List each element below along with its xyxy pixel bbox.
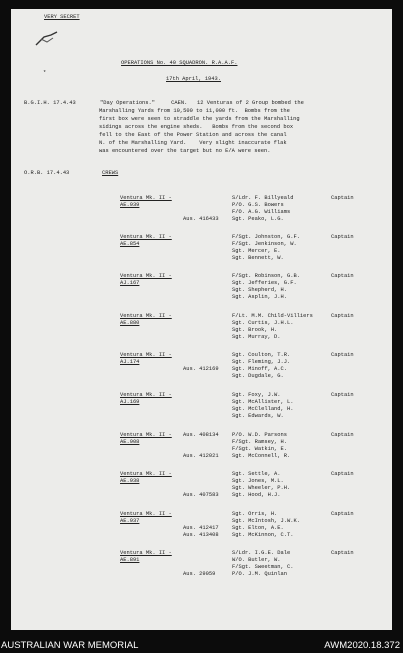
crew-member-name: Sgt. Asplin, J.H. (232, 294, 287, 300)
paragraph-line: first box were seen to straddle the yards from the Marshalling (99, 116, 300, 122)
service-number: Aus. 413408 (183, 532, 219, 538)
crew-member-name: Sgt. Minoff, A.C. (232, 366, 287, 372)
paragraph-line: fell to the East of the Power Station and across the canal (99, 132, 287, 138)
crew-member-name: Sgt. Hood, H.J. (232, 492, 281, 498)
section-ref: B.G.I.H. 17.4.43 (24, 100, 76, 106)
crew-member-name: F/Sgt. Ramsey, H. (232, 439, 287, 445)
crew-member-name: S/Ldr. I.G.E. Dale (232, 550, 291, 556)
crews-heading: CREWS (102, 170, 119, 176)
paragraph-line: "Day Operations." CAEN. 12 Venturas of 2 Group bombed the (100, 100, 304, 106)
captain-label: Captain (331, 550, 354, 556)
pencil-mark: * (43, 70, 47, 76)
classification-label: VERY SECRET (44, 14, 80, 20)
service-number: Aus. 408134 (183, 432, 219, 438)
aircraft-type: Ventura Mk. II - (120, 392, 172, 398)
crew-member-name: Sgt. Edwards, W. (232, 413, 284, 419)
paragraph-line: sidings across the engine sheds. Bombs from the second box (99, 124, 294, 130)
aircraft-type: Ventura Mk. II - (120, 273, 172, 279)
crew-member-name: Sgt. Curtis, J.H.L. (232, 320, 294, 326)
crew-member-name: P/O. J.M. Quinlan (232, 571, 287, 577)
paragraph-line: was encountered over the target but no E/A were seen. (99, 148, 271, 154)
aircraft-serial: AE.854 (120, 241, 140, 247)
crew-member-name: Sgt. McIntosh, J.W.K. (232, 518, 300, 524)
service-number: Aus. 412169 (183, 366, 219, 372)
crew-member-name: Sgt. Shepherd, H. (232, 287, 287, 293)
crew-member-name: Sgt. McAllister, L. (232, 399, 294, 405)
crew-member-name: Sgt. Jones, M.L. (232, 478, 284, 484)
captain-label: Captain (331, 195, 354, 201)
aircraft-serial: AJ.167 (120, 280, 140, 286)
crew-member-name: F/O. A.G. Williams (232, 209, 291, 215)
aircraft-serial: AE.880 (120, 320, 140, 326)
captain-label: Captain (331, 352, 354, 358)
aircraft-type: Ventura Mk. II - (120, 550, 172, 556)
crew-member-name: Sgt. Coulton, T.R. (232, 352, 291, 358)
paper-mark-icon (31, 27, 61, 49)
aircraft-type: Ventura Mk. II - (120, 471, 172, 477)
document-date: 17th April, 1943. (166, 76, 221, 82)
captain-label: Captain (331, 432, 354, 438)
crew-member-name: Sgt. Fleming, J.J. (232, 359, 291, 365)
paragraph-line: N. of the Marshalling Yard. Very slight inaccurate flak (99, 140, 287, 146)
captain-label: Captain (331, 273, 354, 279)
section-ref: O.R.B. 17.4.43 (24, 170, 70, 176)
crew-member-name: S/Ldr. F. Billyeald (232, 195, 294, 201)
aircraft-type: Ventura Mk. II - (120, 511, 172, 517)
aircraft-type: Ventura Mk. II - (120, 313, 172, 319)
captain-label: Captain (331, 511, 354, 517)
aircraft-serial: AE.937 (120, 518, 140, 524)
crew-member-name: P/O. G.S. Bowers (232, 202, 284, 208)
crew-member-name: F/Sgt. Robinson, G.B. (232, 273, 300, 279)
crew-member-name: Sgt. McConnell, R. (232, 453, 291, 459)
aircraft-serial: AE.938 (120, 478, 140, 484)
crew-member-name: F/Sgt. Johnston, G.F. (232, 234, 300, 240)
crew-member-name: Sgt. McClelland, H. (232, 406, 294, 412)
crew-member-name: Sgt. Orris, H. (232, 511, 278, 517)
footer-accession-number: AWM2020.18.372 (324, 640, 400, 651)
crew-member-name: Sgt. Dugdale, G. (232, 373, 284, 379)
aircraft-type: Ventura Mk. II - (120, 432, 172, 438)
crew-member-name: Sgt. Brook, H. (232, 327, 278, 333)
crew-member-name: Sgt. Settle, A. (232, 471, 281, 477)
crew-member-name: P/O. W.D. Parsons (232, 432, 287, 438)
captain-label: Captain (331, 313, 354, 319)
paragraph-line: Marshalling Yards from 10,500 to 11,000 ft. Bombs from the (99, 108, 290, 114)
service-number: Aus. 29059 (183, 571, 216, 577)
captain-label: Captain (331, 392, 354, 398)
service-number: Aus. 416433 (183, 216, 219, 222)
crew-member-name: Sgt. Bennett, W. (232, 255, 284, 261)
crew-member-name: Sgt. Wheeler, P.H. (232, 485, 291, 491)
service-number: Aus. 412417 (183, 525, 219, 531)
crew-member-name: Sgt. Elton, A.E. (232, 525, 284, 531)
aircraft-type: Ventura Mk. II - (120, 234, 172, 240)
captain-label: Captain (331, 471, 354, 477)
captain-label: Captain (331, 234, 354, 240)
crew-member-name: F/Lt. M.M. Child-Villiers (232, 313, 313, 319)
aircraft-serial: AE.908 (120, 439, 140, 445)
crew-member-name: F/Sgt. Watkin, E. (232, 446, 287, 452)
crew-member-name: Sgt. Jefferies, G.F. (232, 280, 297, 286)
crew-member-name: F/Sgt. Sweetman, C. (232, 564, 294, 570)
crew-member-name: Sgt. Foxy, J.W. (232, 392, 281, 398)
service-number: Aus. 407583 (183, 492, 219, 498)
crew-member-name: F/Sgt. Jenkinson, W. (232, 241, 297, 247)
crew-member-name: Sgt. Mercer, E. (232, 248, 281, 254)
aircraft-serial: AJ.174 (120, 359, 140, 365)
footer-institution: AUSTRALIAN WAR MEMORIAL (1, 640, 139, 651)
aircraft-type: Ventura Mk. II - (120, 352, 172, 358)
aircraft-type: Ventura Mk. II - (120, 195, 172, 201)
aircraft-serial: AJ.169 (120, 399, 140, 405)
service-number: Aus. 412021 (183, 453, 219, 459)
crew-member-name: Sgt. McKinnon, C.T. (232, 532, 294, 538)
aircraft-serial: AE.891 (120, 557, 140, 563)
crew-member-name: Sgt. Murray, D. (232, 334, 281, 340)
crew-member-name: W/O. Butler, W. (232, 557, 281, 563)
aircraft-serial: AE.939 (120, 202, 140, 208)
document-title: OPERATIONS No. 40 SQUADRON. R.A.A.F. (121, 60, 238, 66)
crew-member-name: Sgt. Peako, L.G. (232, 216, 284, 222)
